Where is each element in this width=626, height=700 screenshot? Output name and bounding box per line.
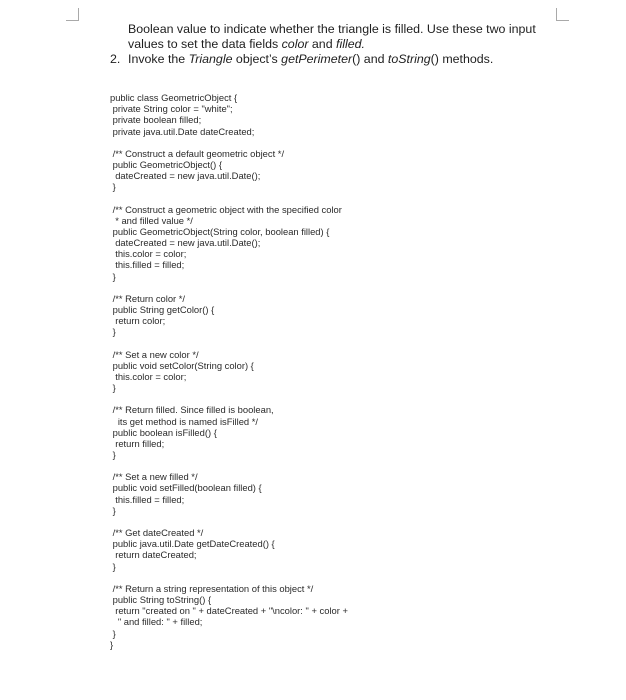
- instructions-text: and: [308, 37, 337, 51]
- code-line: }: [110, 638, 114, 650]
- step-text: Invoke the: [128, 52, 189, 66]
- code-line: private boolean filled;: [110, 114, 202, 126]
- page-corner-mark-right: [556, 8, 569, 21]
- step-number: 2.: [110, 52, 121, 66]
- code-line: /** Return color */: [110, 292, 186, 304]
- step-text: () methods.: [430, 52, 494, 66]
- code-line: }: [110, 270, 116, 282]
- method-name-tostring: toString: [387, 52, 431, 66]
- code-line: public boolean isFilled() {: [110, 426, 217, 438]
- code-line: }: [110, 181, 116, 193]
- code-line: dateCreated = new java.util.Date();: [110, 237, 261, 249]
- code-blank-line: [110, 516, 530, 527]
- class-name-triangle: Triangle: [188, 52, 233, 66]
- method-name-getperimeter: getPerimeter: [281, 52, 353, 66]
- code-line: return "created on " + dateCreated + "\ncolor: " + color +: [110, 605, 348, 617]
- code-line: dateCreated = new java.util.Date();: [110, 170, 261, 182]
- code-line: public String getColor() {: [110, 304, 215, 315]
- code-blank-line: [110, 393, 530, 404]
- code-line: /** Return filled. Since filled is boolean,: [110, 404, 274, 416]
- code-line: /** Set a new filled */: [110, 471, 198, 483]
- code-line: private String color = "white";: [110, 103, 233, 115]
- code-blank-line: [110, 460, 530, 471]
- code-line: private java.util.Date dateCreated;: [110, 125, 255, 137]
- code-line: }: [110, 504, 116, 516]
- code-line: return filled;: [110, 437, 165, 449]
- field-name-color: color: [281, 37, 309, 51]
- code-line: public GeometricObject(String color, boolean filled) {: [110, 225, 330, 237]
- step-text: object’s: [232, 52, 282, 66]
- code-line: this.color = color;: [110, 370, 187, 382]
- code-line: /** Get dateCreated */: [110, 527, 204, 538]
- code-line: }: [110, 449, 116, 461]
- page-corner-mark-left: [66, 8, 79, 21]
- field-name-filled: filled.: [336, 37, 365, 51]
- code-line: /** Construct a geometric object with the specified color: [110, 203, 342, 215]
- code-line: }: [110, 382, 116, 394]
- code-line: }: [110, 627, 116, 639]
- code-blank-line: [110, 193, 530, 204]
- code-line: " and filled: " + filled;: [110, 616, 203, 628]
- code-line: public java.util.Date getDateCreated() {: [110, 538, 275, 550]
- code-blank-line: [110, 338, 530, 349]
- instructions-line-1: Boolean value to indicate whether the triangle is filled. Use these two input: [128, 22, 536, 36]
- code-line: /** Construct a default geometric object */: [110, 147, 285, 159]
- code-blank-line: [110, 572, 530, 583]
- instructions-paragraph: [128, 22, 558, 52]
- code-line: its get method is named isFilled */: [110, 415, 258, 427]
- step-text: () and: [352, 52, 388, 66]
- code-line: * and filled value */: [110, 214, 193, 226]
- code-line: this.color = color;: [110, 248, 187, 260]
- code-line: }: [110, 326, 116, 338]
- code-line: return dateCreated;: [110, 549, 197, 561]
- code-line: public class GeometricObject {: [110, 92, 238, 103]
- code-line: /** Return a string representation of this object */: [110, 582, 314, 594]
- code-listing: [110, 92, 530, 650]
- code-line: this.filled = filled;: [110, 493, 185, 505]
- code-line: }: [110, 560, 116, 572]
- code-line: return color;: [110, 315, 166, 327]
- instructions-line-2: [128, 37, 558, 52]
- code-line: public String toString() {: [110, 593, 212, 605]
- code-line: public GeometricObject() {: [110, 158, 223, 170]
- code-line: this.filled = filled;: [110, 259, 185, 271]
- instructions-text: values to set the data fields: [128, 37, 282, 51]
- code-line: public void setColor(String color) {: [110, 359, 254, 371]
- code-line: public void setFilled(boolean filled) {: [110, 482, 262, 494]
- code-blank-line: [110, 282, 530, 293]
- numbered-step-2: [110, 52, 493, 67]
- code-blank-line: [110, 137, 530, 148]
- code-line: /** Set a new color */: [110, 348, 199, 360]
